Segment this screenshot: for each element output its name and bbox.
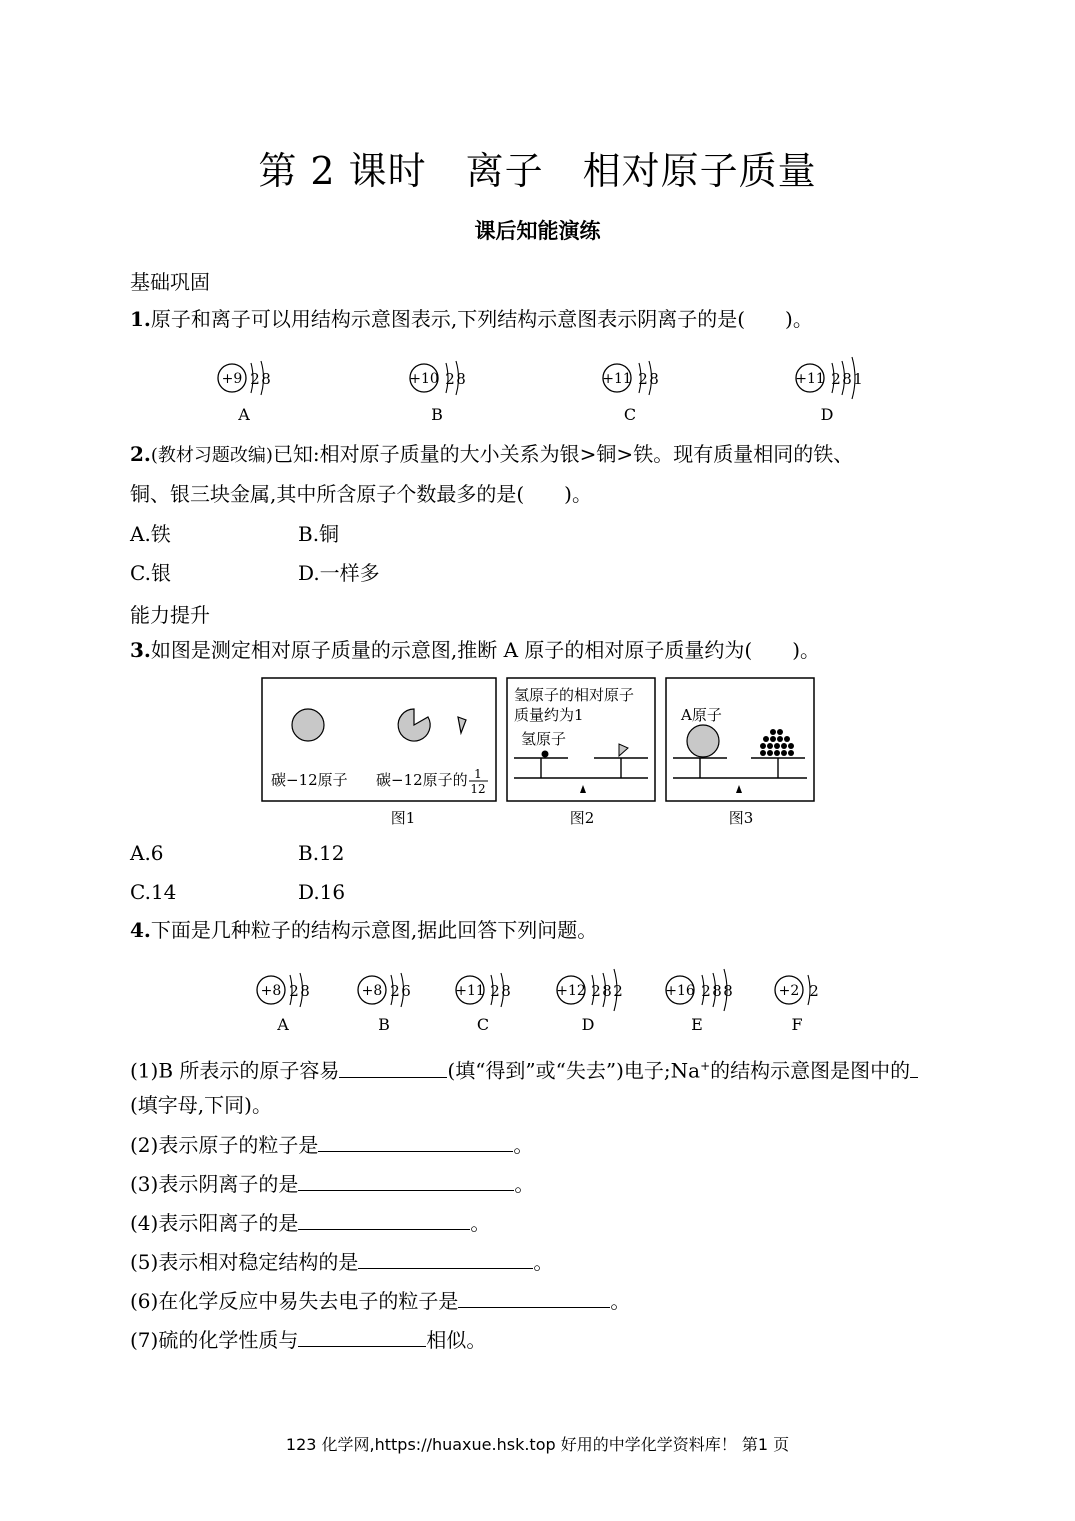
nucleus-charge: +11 <box>795 371 825 387</box>
option-a: A.铁 <box>130 522 171 546</box>
svg-text:2: 2 <box>390 982 400 1000</box>
carbon-fraction-icon <box>619 744 628 756</box>
answer-blank[interactable] <box>910 1057 918 1078</box>
carbon-atom-cut-icon <box>398 709 430 741</box>
question-number: 2. <box>130 442 151 466</box>
subquestion-5: (5)表示相对稳定结构的是 。 <box>130 1250 554 1274</box>
q3-figures <box>0 670 1075 835</box>
answer-blank[interactable] <box>298 1209 470 1230</box>
question-number: 1. <box>130 307 151 331</box>
svg-text:B: B <box>378 1015 390 1034</box>
question-number: 3. <box>130 638 151 662</box>
hydrogen-atom-icon <box>542 751 549 758</box>
atom-diagram-c <box>455 973 511 1034</box>
svg-text:+8: +8 <box>260 983 282 999</box>
question-2-line-1 <box>130 441 853 469</box>
q4-structure-diagrams <box>0 962 1075 1042</box>
option-c: C.银 <box>130 561 171 585</box>
subquestion-1-cont: (填字母,下同)。 <box>130 1093 272 1117</box>
svg-text:C: C <box>476 1015 490 1034</box>
fig2-atom-label: 氢原子 <box>521 730 567 748</box>
electron-count: 1 <box>853 370 863 388</box>
figure-1 <box>262 678 496 827</box>
atom-diagram-d <box>795 357 863 424</box>
question-3 <box>130 637 820 663</box>
svg-text:8: 8 <box>712 982 722 1000</box>
page-subtitle: 课后知能演练 <box>474 219 601 243</box>
option-label: C <box>623 405 637 424</box>
figure-caption: 图1 <box>390 809 416 827</box>
electron-count: 2 <box>250 370 260 388</box>
electron-count: 2 <box>831 370 841 388</box>
svg-text:6: 6 <box>401 982 411 1000</box>
answer-blank[interactable] <box>298 1170 514 1191</box>
fig2-text-2: 质量约为1 <box>514 706 584 724</box>
q1-structure-diagrams <box>0 350 1075 430</box>
question-1 <box>130 306 813 332</box>
electron-count: 2 <box>638 370 648 388</box>
option-a: A.6 <box>130 841 164 865</box>
answer-blank[interactable] <box>458 1287 610 1308</box>
answer-blank[interactable] <box>318 1131 513 1152</box>
question-text: 原子和离子可以用结构示意图表示,下列结构示意图表示阴离子的是( )。 <box>150 307 813 331</box>
svg-text:8: 8 <box>602 982 612 1000</box>
figure-caption: 图2 <box>569 809 595 827</box>
svg-text:8: 8 <box>723 982 733 1000</box>
carbon-atom-icon <box>292 709 324 741</box>
svg-text:2: 2 <box>809 982 819 1000</box>
section-heading-advanced: 能力提升 <box>130 603 210 627</box>
svg-text:+16: +16 <box>665 983 695 999</box>
electron-count: 8 <box>456 370 466 388</box>
option-d: D.16 <box>298 880 346 904</box>
nucleus-charge: +10 <box>409 371 439 387</box>
nucleus-charge: +9 <box>221 371 243 387</box>
question-2-line-2: 铜、银三块金属,其中所含原子个数最多的是( )。 <box>130 482 592 506</box>
question-text: 下面是几种粒子的结构示意图,据此回答下列问题。 <box>150 918 598 942</box>
electron-count: 8 <box>842 370 852 388</box>
svg-text:F: F <box>791 1015 803 1034</box>
subquestion-4: (4)表示阳离子的是 。 <box>130 1211 491 1235</box>
subquestion-3: (3)表示阴离子的是 。 <box>130 1172 535 1196</box>
option-label: B <box>431 405 443 424</box>
question-4 <box>130 917 597 943</box>
fig3-atom-label: A原子 <box>681 706 722 724</box>
electron-count: 2 <box>445 370 455 388</box>
nucleus-charge: +11 <box>602 371 632 387</box>
svg-text:+2: +2 <box>778 983 800 999</box>
svg-text:2: 2 <box>490 982 500 1000</box>
option-label: A <box>238 405 250 424</box>
svg-text:+8: +8 <box>361 983 383 999</box>
option-b: B.12 <box>298 841 345 865</box>
fig1-label-1: 碳−12原子 <box>271 771 348 789</box>
answer-blank[interactable] <box>339 1057 447 1078</box>
hydrogen-atoms-stack-icon <box>760 729 794 756</box>
balance-pivot-icon <box>736 785 742 793</box>
atom-diagram-f <box>775 975 819 1034</box>
option-d: D.一样多 <box>298 561 380 585</box>
figure-2 <box>507 678 655 827</box>
subquestion-1: (1)B 所表示的原子容易 (填“得到”或“失去”)电子;Na+的结构示意图是图中的 <box>130 1053 918 1084</box>
fig1-label-2: 碳−12原子的 <box>376 771 468 789</box>
svg-text:2: 2 <box>289 982 299 1000</box>
svg-text:D: D <box>581 1015 595 1034</box>
fraction-numerator: 1 <box>474 767 482 781</box>
atom-diagram-a <box>218 361 271 424</box>
atom-diagram-b <box>358 973 411 1034</box>
electron-count: 8 <box>649 370 659 388</box>
svg-text:2: 2 <box>613 982 623 1000</box>
figure-caption: 图3 <box>728 809 754 827</box>
balance-pivot-icon <box>580 785 586 793</box>
atom-diagram-e <box>665 969 733 1034</box>
page-title: 第 2 课时 离子 相对原子质量 <box>258 149 817 193</box>
question-number: 4. <box>130 918 151 942</box>
atom-diagram-d <box>556 969 623 1034</box>
fraction-denominator: 12 <box>470 782 486 796</box>
figure-3 <box>666 678 814 827</box>
section-heading-basic: 基础巩固 <box>130 270 210 294</box>
svg-text:E: E <box>691 1015 703 1034</box>
subquestion-6: (6)在化学反应中易失去电子的粒子是 。 <box>130 1289 631 1313</box>
question-text: 已知:相对原子质量的大小关系为银>铜>铁。现有质量相同的铁、 <box>272 442 854 466</box>
option-label: D <box>820 405 834 424</box>
svg-text:A: A <box>277 1015 289 1034</box>
svg-text:+11: +11 <box>455 983 485 999</box>
svg-text:+12: +12 <box>556 983 586 999</box>
answer-blank[interactable] <box>298 1326 426 1347</box>
option-b: B.铜 <box>298 522 340 546</box>
answer-blank[interactable] <box>358 1248 533 1269</box>
a-atom-icon <box>687 725 719 757</box>
svg-text:2: 2 <box>701 982 711 1000</box>
svg-text:8: 8 <box>300 982 310 1000</box>
svg-text:8: 8 <box>501 982 511 1000</box>
subquestion-7: (7)硫的化学性质与 相似。 <box>130 1328 487 1352</box>
subquestion-2: (2)表示原子的粒子是 。 <box>130 1133 534 1157</box>
atom-diagram-b <box>409 361 466 424</box>
fig2-text-1: 氢原子的相对原子 <box>514 686 635 704</box>
question-source: (教材习题改编) <box>150 445 273 466</box>
svg-text:2: 2 <box>591 982 601 1000</box>
atom-diagram-c <box>602 361 659 424</box>
option-c: C.14 <box>130 880 177 904</box>
question-text: 如图是测定相对原子质量的示意图,推断 A 原子的相对原子质量约为( )。 <box>150 638 821 662</box>
carbon-fraction-icon <box>458 717 466 733</box>
electron-count: 8 <box>261 370 271 388</box>
atom-diagram-a <box>257 973 310 1034</box>
page-footer: 123 化学网,https://huaxue.hsk.top 好用的中学化学资料库！ 第1 页 <box>285 1435 790 1454</box>
